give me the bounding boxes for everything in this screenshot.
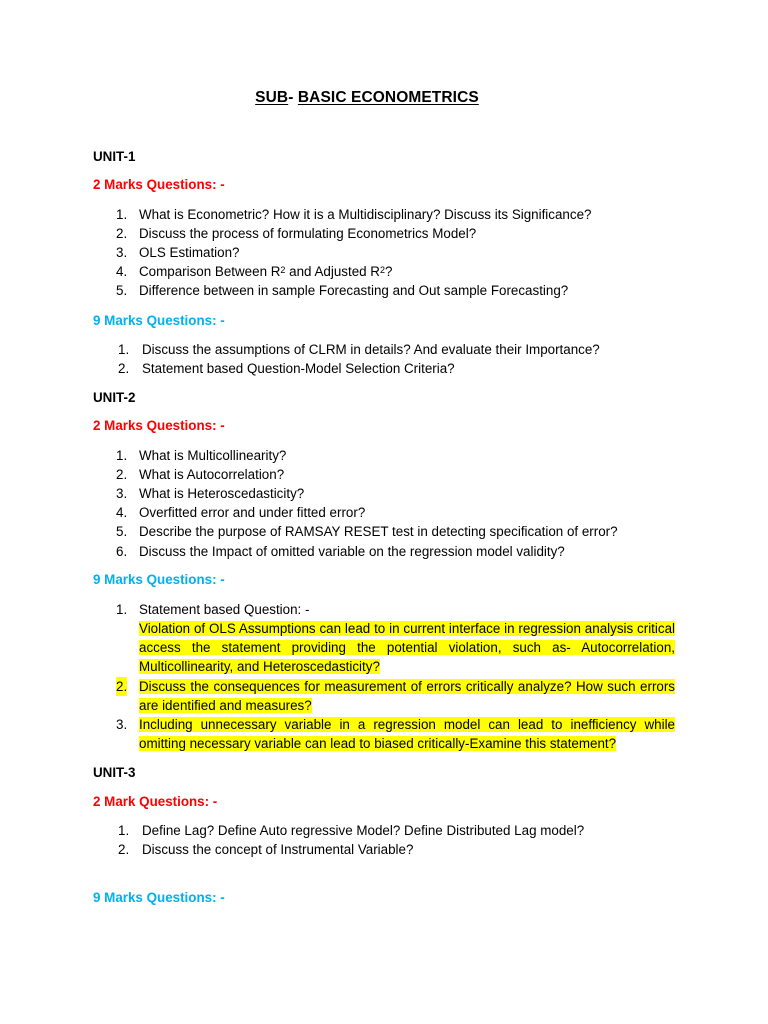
highlighted-text: Discuss the consequences for measurement of errors critically analyze? How such errors are identified and measures?: [139, 679, 675, 713]
question-text: Statement based Question: -: [139, 602, 310, 617]
unit-2-nine-marks-heading: 9 Marks Questions: -: [93, 572, 225, 587]
question-text-part: ?: [385, 264, 393, 279]
question-text: Difference between in sample Forecasting and Out sample Forecasting?: [139, 283, 569, 298]
superscript: 2: [379, 265, 385, 275]
unit-3-two-marks-heading: 2 Mark Questions: -: [93, 794, 218, 809]
question-text: Statement based Question-Model Selection Criteria?: [142, 361, 455, 376]
highlighted-statement: [139, 619, 675, 676]
question-text: Overfitted error and under fitted error?: [139, 505, 366, 520]
page-title: [0, 89, 734, 107]
item-number: 5.: [116, 524, 128, 539]
item-number: 4.: [116, 505, 128, 520]
item-number: 6.: [116, 544, 128, 559]
question-text: OLS Estimation?: [139, 245, 240, 260]
item-number: 2.: [118, 361, 130, 376]
question-text: Discuss the Impact of omitted variable on the regression model validity?: [139, 544, 565, 559]
item-number: 3.: [116, 486, 128, 501]
question-text: What is Econometric? How it is a Multidisciplinary? Discuss its Significance?: [139, 207, 592, 222]
title-separator: -: [288, 89, 294, 106]
question-text: Define Lag? Define Auto regressive Model? Define Distributed Lag model?: [142, 823, 585, 838]
title-subject: BASIC ECONOMETRICS: [297, 89, 479, 106]
item-number: 2.: [118, 842, 130, 857]
item-number: 1.: [116, 602, 128, 617]
highlighted-text: Violation of OLS Assumptions can lead to in current interface in regression analysis critical access the statement providing the potential violation, such as- Autocorrelation, Multicollinearity, and Heteroscedasticity?: [139, 621, 675, 674]
highlighted-statement: [139, 715, 675, 753]
question-text-part: Comparison Between R: [139, 264, 281, 279]
highlighted-text: Including unnecessary variable in a regression model can lead to inefficiency while omitting necessary variable can lead to biased critically-Examine this statement?: [139, 717, 675, 751]
item-number: 4.: [116, 264, 128, 279]
title-prefix: SUB: [255, 89, 289, 106]
item-number: 2.: [116, 226, 128, 241]
item-number: 5.: [116, 283, 128, 298]
question-text: [139, 262, 392, 281]
question-text-part: and Adjusted R: [285, 264, 380, 279]
question-text: What is Heteroscedasticity?: [139, 486, 305, 501]
item-number: 1.: [118, 823, 130, 838]
unit-3-heading: UNIT-3: [93, 765, 136, 780]
item-number: 2.: [116, 679, 128, 694]
item-number: 1.: [116, 207, 128, 222]
unit-1-nine-marks-heading: 9 Marks Questions: -: [93, 313, 225, 328]
unit-1-heading: UNIT-1: [93, 149, 136, 164]
item-number: 3.: [116, 717, 128, 732]
item-number: 1.: [116, 448, 128, 463]
highlighted-statement: [139, 677, 675, 715]
unit-2-two-marks-heading: 2 Marks Questions: -: [93, 418, 225, 433]
superscript: 2: [280, 265, 286, 275]
question-text: Describe the purpose of RAMSAY RESET test in detecting specification of error?: [139, 524, 618, 539]
unit-1-two-marks-heading: 2 Marks Questions: -: [93, 177, 225, 192]
item-number: 2.: [116, 467, 128, 482]
question-text: Discuss the process of formulating Econometrics Model?: [139, 226, 477, 241]
item-number: 3.: [116, 245, 128, 260]
unit-2-heading: UNIT-2: [93, 390, 136, 405]
question-text: What is Autocorrelation?: [139, 467, 285, 482]
question-text: Discuss the concept of Instrumental Variable?: [142, 842, 414, 857]
unit-3-nine-marks-heading: 9 Marks Questions: -: [93, 890, 225, 905]
item-number: 1.: [118, 342, 130, 357]
question-text: What is Multicollinearity?: [139, 448, 287, 463]
question-text: Discuss the assumptions of CLRM in details? And evaluate their Importance?: [142, 342, 600, 357]
